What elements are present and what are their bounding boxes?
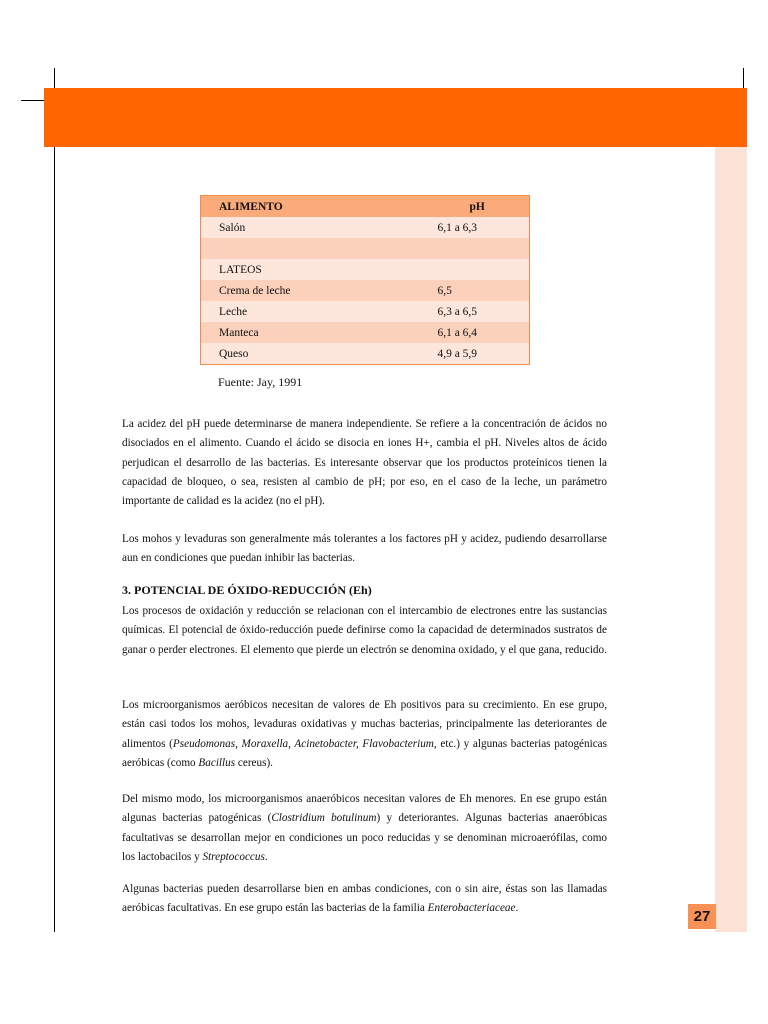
table-cell-ph: 6,1 a 6,4 bbox=[437, 322, 529, 343]
table-cell-food: Queso bbox=[201, 343, 438, 365]
table-row bbox=[201, 322, 530, 343]
crop-mark-right-vertical bbox=[743, 68, 744, 88]
table-cell-food: LATEOS bbox=[201, 259, 438, 280]
text-run: Del mismo modo, los microorganismos anaeróbicos necesitan valores de Eh menores. En ese grupo están algunas bacterias patogénicas ( bbox=[122, 793, 607, 825]
text-run: cereus). bbox=[235, 756, 273, 769]
table-cell-food: Manteca bbox=[201, 322, 438, 343]
table-row bbox=[201, 280, 530, 301]
header-accent-bar bbox=[44, 88, 747, 147]
table-header-ph: pH bbox=[437, 196, 529, 218]
side-accent-strip bbox=[715, 147, 747, 932]
section-heading: 3. POTENCIAL DE ÓXIDO-REDUCCIÓN (Eh) bbox=[122, 583, 372, 597]
family-name: Enterobacteriaceae bbox=[427, 902, 516, 915]
species-name: Clostridium botulinum bbox=[271, 812, 377, 825]
table-cell-food: Crema de leche bbox=[201, 280, 438, 301]
genus-name: Bacillus bbox=[198, 756, 236, 769]
table-source: Fuente: Jay, 1991 bbox=[218, 375, 303, 389]
text-run: . bbox=[515, 902, 519, 915]
paragraph-anaerobic bbox=[122, 790, 607, 867]
paragraph-facultative bbox=[122, 880, 607, 919]
text-run: Algunas bacterias pueden desarrollarse bien en ambas condiciones, con o sin aire, éstas son las llamadas aeróbicas facultativas. En ese grupo están las bacterias de la familia bbox=[122, 883, 607, 915]
text-run: etc.) y algunas bacterias patogénicas aeróbicas (como bbox=[122, 737, 608, 769]
paragraph-molds: Los mohos y levaduras son generalmente más tolerantes a los factores pH y acidez, pudiendo desarrollarse aun en condiciones que puedan inhibir las bacterias. bbox=[122, 533, 607, 565]
genus-name: Streptococcus bbox=[202, 850, 265, 863]
text-run: Los microorganismos aeróbicos necesitan de valores de Eh positivos para su crecimiento. En ese grupo, están casi todos los mohos, levaduras oxidativas y muchas bacterias, principalmente las deteriorantes de alimentos ( bbox=[122, 699, 607, 750]
paragraph-redox: Los procesos de oxidación y reducción se relacionan con el intercambio de electrones entre las sustancias químicas. El potencial de óxido-reducción puede definirse como la capacidad de determinados sustratos de ganar o perder electrones. El elemento que pierde un electrón se denomina oxidado, y el que gana, reducido. bbox=[122, 605, 607, 656]
table-cell-food: Salón bbox=[201, 217, 438, 238]
table-cell-ph: 6,1 a 6,3 bbox=[437, 217, 529, 238]
table-cell-ph: 4,9 a 5,9 bbox=[437, 343, 529, 365]
table-cell-ph: 6,5 bbox=[437, 280, 529, 301]
text-run: . bbox=[264, 850, 268, 863]
text-run: ) y deteriorantes. Algunas bacterias anaeróbicas facultativas se desarrollan mejor en condiciones un poco reducidas y se denominan microaerófilas, como los lactobacilos y bbox=[122, 812, 607, 863]
table-row bbox=[201, 301, 530, 322]
table-cell-ph bbox=[437, 238, 529, 259]
table-cell-ph bbox=[437, 259, 529, 280]
table-row bbox=[201, 217, 530, 238]
genus-names: Pseudomonas, Moraxella, Acinetobacter, Flavobacterium, bbox=[172, 737, 437, 750]
table-cell-ph: 6,3 a 6,5 bbox=[437, 301, 529, 322]
page-number: 27 bbox=[688, 904, 716, 929]
table-row bbox=[201, 343, 530, 365]
table-row bbox=[201, 259, 530, 280]
crop-mark-left-vertical bbox=[54, 68, 55, 932]
paragraph-aerobic bbox=[122, 696, 607, 773]
table-header-food: ALIMENTO bbox=[201, 196, 438, 218]
table-header-row bbox=[201, 196, 530, 218]
paragraph-acidity: La acidez del pH puede determinarse de manera independiente. Se refiere a la concentración de ácidos no disociados en el alimento. Cuando el ácido se disocia en iones H+, cambia el pH. Niveles altos de ácido perjudican el desarrollo de las bacterias. Es interesante observar que los productos proteínicos tienen la capacidad de bloqueo, o sea, resisten al cambio de pH; por eso, en el caso de la leche, un parámetro importante de calidad es la acidez (no el pH). bbox=[122, 418, 607, 508]
ph-table bbox=[200, 195, 530, 365]
table-cell-food bbox=[201, 238, 438, 259]
table-cell-food: Leche bbox=[201, 301, 438, 322]
table-row bbox=[201, 238, 530, 259]
